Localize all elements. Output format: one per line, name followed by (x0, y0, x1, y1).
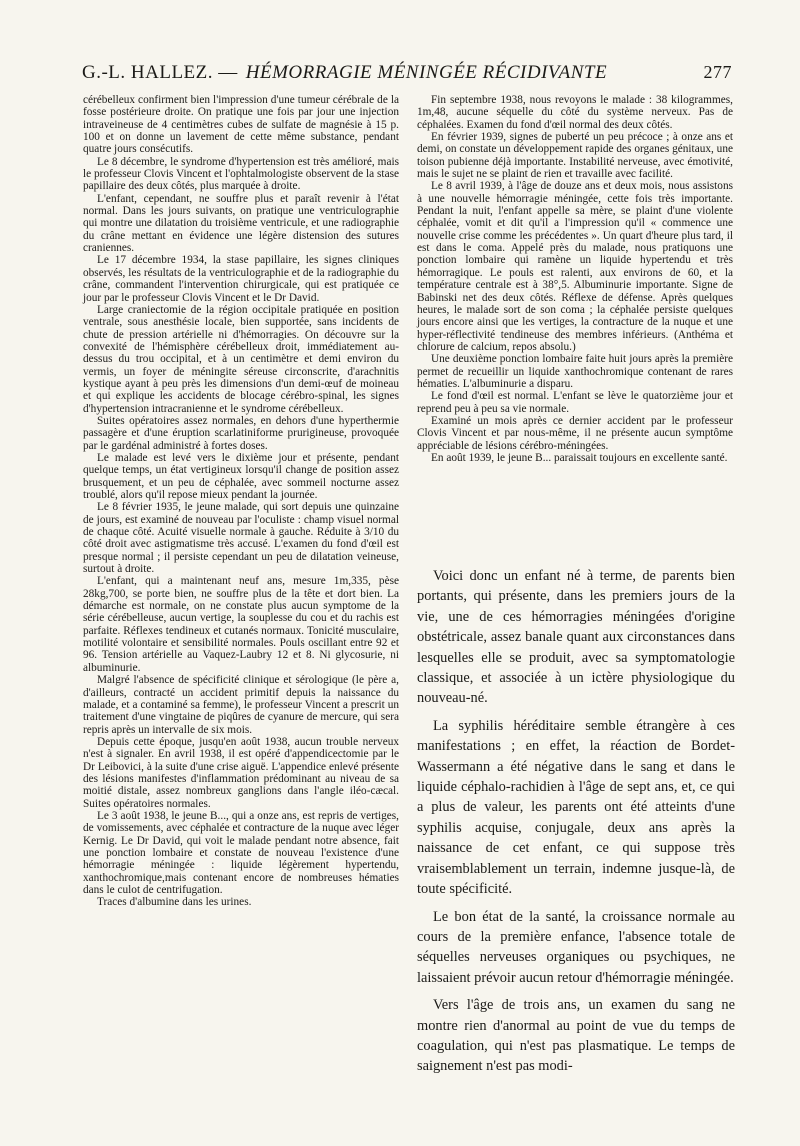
paragraph: Traces d'albumine dans les urines. (97, 896, 252, 909)
paragraph: L'enfant, cependant, ne souffre plus et paraît revenir à l'état normal. Dans les jours suivants, on pratique une ventriculographie qui montre une dilatation du troisième ventricule, et une radiographie du crâne mettant en évidence une légère distension des sutures craniennes. (83, 192, 399, 255)
paragraph: Depuis cette époque, jusqu'en août 1938, aucun trouble nerveux n'est à signaler. En avril 1938, il est opéré d'appendicectomie par le Dr Leibovici, à la suite d'une crise aiguë. L'appendice enlevé présente des lésions manifestes d'inflammation prédominant au niveau de sa moitié distale, assez nombreux ganglions dans l'angle iléo-cæcal. Suites opératoires normales. (83, 735, 399, 810)
paragraph: La syphilis héréditaire semble étrangère à ces manifestations ; en effet, la réaction de Bordet-Wassermann a été négative dans le sang et dans le liquide céphalo-rachidien à l'âge de sept ans, et, ce qui a plus de valeur, les parents ont été atteints d'une syphilis acquise, conjugale, deux ans après la naissance de cet enfant, ce qui suppose très vraisemblablement un terrain, indemne jusque-là, de toute spécificité. (417, 717, 735, 898)
paragraph: Le 8 décembre, le syndrome d'hypertension est très amélioré, mais le professeur Clovis Vincent et l'ophtalmologiste observent de la stase papillaire des deux côtés, plus marquée à droite. (83, 155, 399, 193)
paragraph: Une deuxième ponction lombaire faite huit jours après la première permet de recueillir un liquide xanthochromique contenant de rares hématies. L'albuminurie a disparu. (417, 353, 733, 390)
paragraph: En février 1939, signes de puberté un peu précoce ; à onze ans et demi, on constate un développement rapide des organes génitaux, une toison pubienne déjà importante. Instabilité nerveuse, avec émotivité, mais le sujet ne se plaint de rien et travaille avec facilité. (417, 131, 733, 181)
page-number: 277 (703, 62, 732, 82)
header-title: HÉMORRAGIE MÉNINGÉE RÉCIDIVANTE (245, 62, 608, 83)
paragraph: Malgré l'absence de spécificité clinique et sérologique (le père a, d'ailleurs, contracté un accident primitif depuis la naissance du malade, et a contaminé sa femme), le professeur Vincent a prescrit un traitement d'une vingtaine de piqûres de cyanure de mercure, qui sera repris après un intervalle de six mois. (83, 674, 399, 736)
paragraph: Large craniectomie de la région occipitale pratiquée en position ventrale, sous anesthésie locale, bien supportée, sans incidents de chute de pression artérielle ni d'hémorragies. On découvre sur la convexité de l'hémisphère cérébelleux droit, immédiatement au-dessus du trou occipital, et à un centimètre et demi environ du vermis, un foyer de méningite séreuse circonscrite, d'arachnitis kystique ayant à peu près les dimensions d'un demi-œuf de moineau et qui explique les accidents de blocage cérébro-spinal, les signes d'hypertension intracranienne et le syndrome cérébelleux. (83, 303, 399, 415)
paragraph: L'enfant, qui a maintenant neuf ans, mesure 1m,335, pèse 28kg,700, se porte bien, ne souffre plus de la tête et dort bien. La démarche est normale, on ne constate plus aucun symptome de la série cérébelleuse, aucun vertige, la souplesse du cou et du rachis est parfaite. Réflexes tendineux et cutanés normaux. Tonicité musculaire, motilité volontaire et sensibilité normales. Pouls oscillant entre 92 et 96. Tension artérielle au Vaquez-Laubry 12 et 8. Ni glycosurie, ni albuminurie. (83, 575, 399, 674)
paragraph: Suites opératoires assez normales, en dehors d'une hyperthermie passagère et d'une éruption scarlatiniforme prurigineuse, provoquée par le gardénal administré à fortes doses. (83, 414, 399, 452)
paragraph: Le 8 février 1935, le jeune malade, qui sort depuis une quinzaine de jours, est examiné de nouveau par l'oculiste : champ visuel normal de chaque côté. Acuité visuelle normale à gauche. Réduite à 3/10 du côté droit avec astigmatisme très accusé. L'examen du fond d'œil est presque normal ; il persiste cependant un peu de dilatation veineuse, surtout à droite. (83, 501, 399, 576)
header-author: G.-L. HALLEZ. — (82, 62, 238, 83)
paragraph: cérébelleux confirment bien l'impression d'une tumeur cérébrale de la fosse postérieure droite. On pratique une fois par jour une injection intraveineuse de 4 centimètres cubes de sulfate de magnésie à 15 p. 100 et on donne un lavement de cette même substance, pendant quatre jours consécutifs. (83, 94, 399, 156)
paragraph: Le fond d'œil est normal. L'enfant se lève le quatorzième jour et reprend peu à peu sa vie normale. (417, 390, 733, 415)
paragraph: Examiné un mois après ce dernier accident par le professeur Clovis Vincent et par nous-même, il ne présente aucun symptôme appréciable de lésions cérébro-méningées. (417, 414, 733, 452)
left-column (83, 94, 399, 909)
paragraph: Vers l'âge de trois ans, un examen du sang ne montre rien d'anormal au point de vue du temps de coagulation, qui n'est pas plasmatique. Le temps de saignement n'est pas modi- (417, 997, 735, 1075)
discussion-section (417, 566, 735, 1084)
running-header (82, 62, 732, 86)
right-column (417, 94, 733, 464)
paragraph: Le 3 août 1938, le jeune B..., qui a onze ans, est repris de vertiges, de vomissements, avec céphalée et contracture de la nuque avec léger Kernig. Le Dr David, qui voit le malade pendant notre absence, fait une ponction lombaire et constate de nouveau l'existence d'une hémorragie méningée : liquide légèrement hypertendu, xanthochromique,mais contenant encore de nombreuses hématies dans le culot de centrifugation. (83, 809, 399, 896)
paragraph: Fin septembre 1938, nous revoyons le malade : 38 kilogrammes, 1m,48, aucune séquelle du côté du système nerveux. Pas de céphalées. Examen du fond d'œil normal des deux côtés. (417, 94, 733, 131)
paragraph: Le 17 décembre 1934, la stase papillaire, les signes cliniques observés, les résultats de la ventriculographie et de la radiographie du crâne, commandent l'intervention chirurgicale, qui est pratiquée ce jour par le professeur Clovis Vincent et le Dr David. (83, 254, 399, 304)
paragraph: Le 8 avril 1939, à l'âge de douze ans et deux mois, nous assistons à une nouvelle hémorragie méningée, cette fois très importante. Pendant la nuit, l'enfant appelle sa mère, se plaint d'une violente céphalée, vomit et dit qu'il a l'impression qu'il « commence une nouvelle crise comme les précédentes ». Un quart d'heure plus tard, il est dans le coma. Appelé près du malade, nous pratiquons une ponction lombaire qui ramène un liquide hypertendu et très hémorragique. Le pouls est ralenti, aux environs de 60, et la température centrale est à 38°,5. Albuminurie importante. Signe de Babinski net des deux côtés. Réflexe de défense. Après quelques heures, le malade sort de son coma ; la céphalée persiste quelques jours encore ainsi que les vertiges, la contracture de la nuque et une hyper-réflectivité tendineuse des membres inférieurs. (Anthéma et chlorure de calcium, repos absolu.) (417, 180, 733, 353)
paragraph: Le bon état de la santé, la croissance normale au cours de la première enfance, l'absence totale de séquelles nerveuses organiques ou psychiques, ne laissaient prévoir aucun retour d'hémorragie méningée. (417, 908, 735, 986)
paragraph: Voici donc un enfant né à terme, de parents bien portants, qui présente, dans les premiers jours de la vie, une de ces hémorragies méningées d'origine obstétricale, assez banale quant aux circonstances dans lesquelles elle se produit, avec sa symptomatologie classique, et associée à un ictère physiologique du nouveau-né. (417, 568, 735, 707)
paragraph: En août 1939, le jeune B... paraissait toujours en excellente santé. (431, 451, 728, 464)
paragraph: Le malade est levé vers le dixième jour et présente, pendant quelque temps, un état vertigineux lorsqu'il change de position assez brusquement, et un peu de céphalée, avec sommeil nocturne assez troublé, alors qu'il repose mieux pendant la journée. (83, 451, 399, 501)
